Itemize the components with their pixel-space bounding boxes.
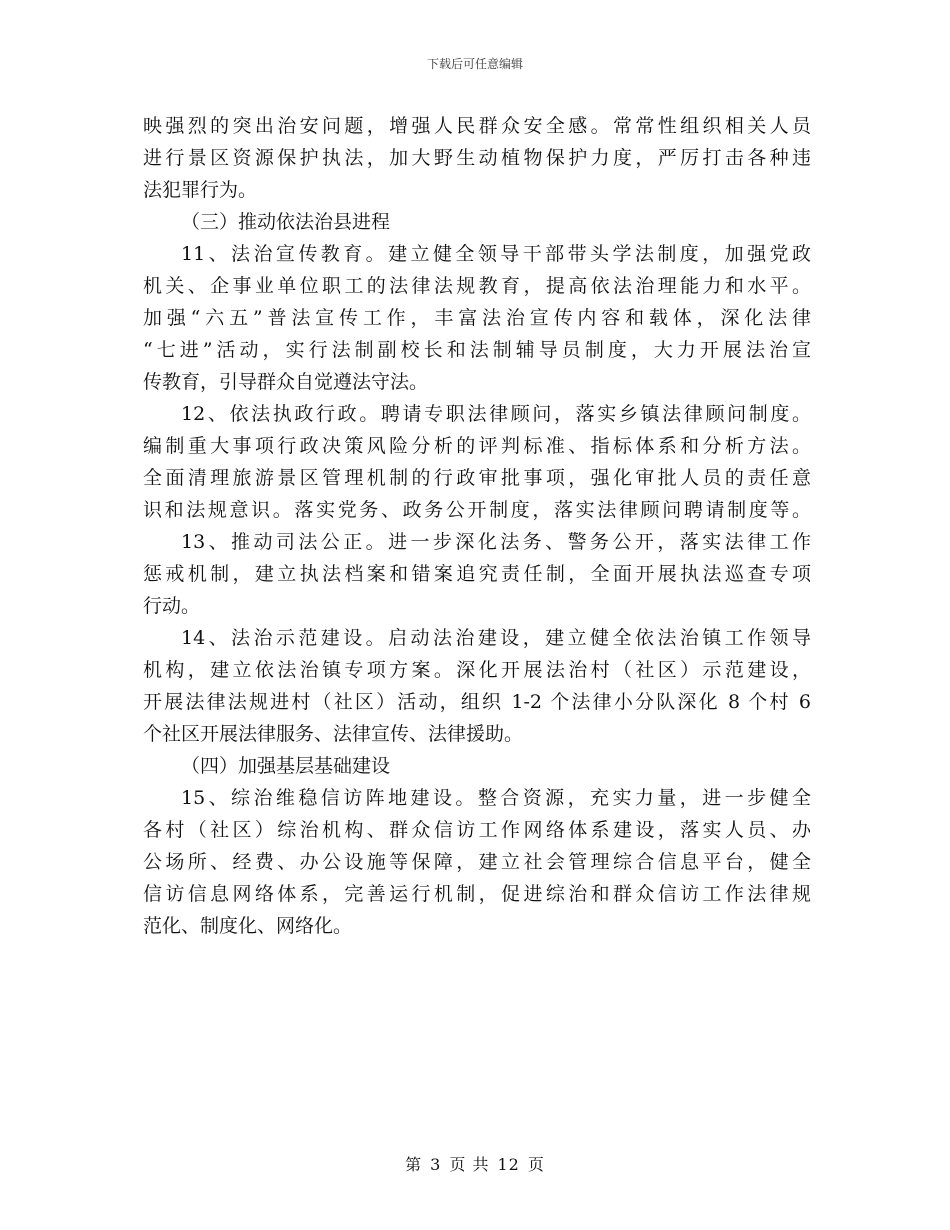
body-line-9: 传教育，引导群众自觉遵法守法。 bbox=[143, 371, 429, 393]
page-label-prefix: 第 bbox=[405, 1155, 423, 1174]
body-line-16: 行动。 bbox=[143, 595, 201, 617]
body-line-2: 进行景区资源保护执法，加大野生动植物保护力度，严厉打击各种违 bbox=[143, 147, 811, 169]
body-line-6: 机关、企事业单位职工的法律法规教育，提高依法治理能力和水平。 bbox=[143, 275, 811, 297]
section-heading-4: （四）加强基层基础建设 bbox=[181, 755, 391, 777]
page-label-suffix: 页 bbox=[527, 1155, 545, 1174]
header-note: 下载后可任意编辑 bbox=[426, 57, 523, 71]
body-line-5: 11、法治宣传教育。建立健全领导干部带头学法制度，加强党政 bbox=[181, 243, 811, 265]
body-line-14: 13、推动司法公正。进一步深化法务、警务公开，落实法律工作 bbox=[181, 531, 811, 553]
page-current: 3 bbox=[430, 1155, 442, 1174]
page-label-mid: 页 共 bbox=[449, 1155, 490, 1174]
section-heading-3: （三）推动依法治县进程 bbox=[181, 211, 391, 233]
body-line-8: “七进”活动，实行法制副校长和法制辅导员制度，大力开展法治宣 bbox=[143, 339, 811, 361]
body-line-10: 12、依法执政行政。聘请专职法律顾问，落实乡镇法律顾问制度。 bbox=[181, 403, 811, 425]
body-line-24: 公场所、经费、办公设施等保障，建立社会管理综合信息平台，健全 bbox=[143, 851, 811, 873]
body-line-17: 14、法治示范建设。启动法治建设，建立健全依法治镇工作领导 bbox=[181, 627, 811, 649]
body-line-12: 全面清理旅游景区管理机制的行政审批事项，强化审批人员的责任意 bbox=[143, 467, 811, 489]
page-total: 12 bbox=[497, 1155, 520, 1174]
body-line-25: 信访信息网络体系，完善运行机制，促进综治和群众信访工作法律规 bbox=[143, 883, 811, 905]
body-line-7: 加强“六五”普法宣传工作，丰富法治宣传内容和载体，深化法律 bbox=[143, 307, 811, 329]
page-number-footer bbox=[0, 1152, 950, 1175]
document-body bbox=[143, 110, 811, 942]
body-line-20: 个社区开展法律服务、法律宣传、法律援助。 bbox=[143, 723, 524, 745]
body-line-22: 15、综治维稳信访阵地建设。整合资源，充实力量，进一步健全 bbox=[181, 787, 811, 809]
body-line-1: 映强烈的突出治安问题，增强人民群众安全感。常常性组织相关人员 bbox=[143, 115, 811, 137]
body-line-13: 识和法规意识。落实党务、政务公开制度，落实法律顾问聘请制度等。 bbox=[143, 499, 811, 521]
body-line-19: 开展法律法规进村（社区）活动，组织 1-2 个法律小分队深化 8 个村 6 bbox=[143, 691, 811, 713]
body-line-26: 范化、制度化、网络化。 bbox=[143, 915, 353, 937]
body-line-18: 机构，建立依法治镇专项方案。深化开展法治村（社区）示范建设， bbox=[143, 659, 811, 681]
body-line-11: 编制重大事项行政决策风险分析的评判标准、指标体系和分析方法。 bbox=[143, 435, 811, 457]
body-line-23: 各村（社区）综治机构、群众信访工作网络体系建设，落实人员、办 bbox=[143, 819, 811, 841]
body-line-15: 惩戒机制，建立执法档案和错案追究责任制，全面开展执法巡查专项 bbox=[143, 563, 811, 585]
body-line-3: 法犯罪行为。 bbox=[143, 179, 258, 201]
